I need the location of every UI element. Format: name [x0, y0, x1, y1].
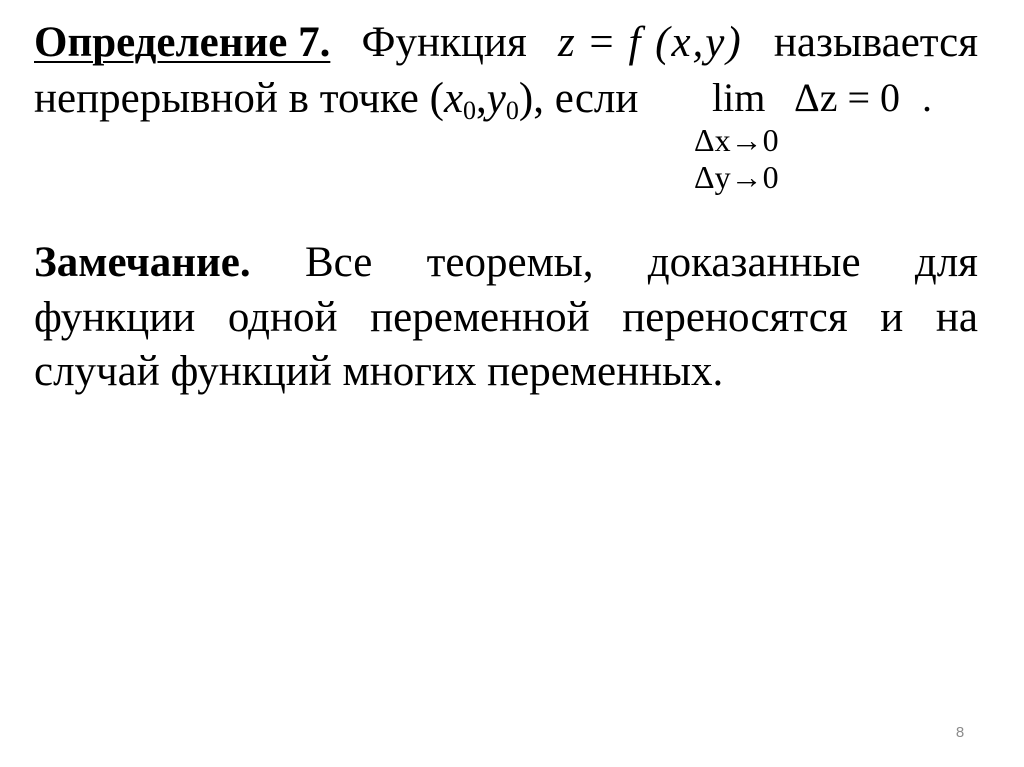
point-comma: , [476, 75, 487, 122]
remark-word: переменной [370, 294, 590, 341]
lim-expression: Δz = 0 [794, 75, 901, 120]
remark-line-2 [34, 293, 978, 343]
lim-condition-x: Δx→0 [694, 122, 779, 158]
formula-args: (x,y) [655, 19, 743, 66]
word-function: Функция [361, 19, 527, 66]
y0-base: y [486, 75, 506, 122]
page-number: 8 [955, 724, 965, 741]
remark-word: и [880, 294, 904, 341]
word-called: называется [773, 19, 978, 66]
remark-word: одной [227, 294, 338, 341]
line2-text: непрерывной в точке ( [34, 75, 444, 122]
formula-eq: = [589, 19, 616, 66]
x0-base: x [443, 75, 464, 122]
remark-word: Все [304, 239, 373, 286]
definition-line-1 [34, 18, 978, 68]
remark-line-1 [34, 238, 978, 288]
remark-word: переносятся [622, 294, 848, 341]
formula-z: z [557, 19, 577, 66]
formula-z-equals-f [558, 18, 743, 68]
definition-line-2 [34, 74, 638, 124]
lim-period: . [922, 75, 932, 120]
remark-word: доказанные [647, 239, 861, 286]
remark-word: на [935, 294, 978, 341]
y0-sub: 0 [505, 96, 519, 125]
remark-word: функции [34, 294, 196, 341]
remark-word: теоремы, [426, 239, 594, 286]
remark-label: Замечание. [34, 239, 251, 286]
lim-word: lim [712, 75, 766, 120]
lim-condition-y: Δy→0 [694, 159, 779, 195]
definition-label: Определение 7. [34, 19, 331, 66]
x0-sub: 0 [463, 96, 477, 125]
remark-word: для [914, 239, 978, 286]
after-point: ), если [518, 75, 639, 122]
formula-f: f [628, 19, 643, 66]
remark-line-3: случай функций многих переменных. [34, 348, 724, 395]
